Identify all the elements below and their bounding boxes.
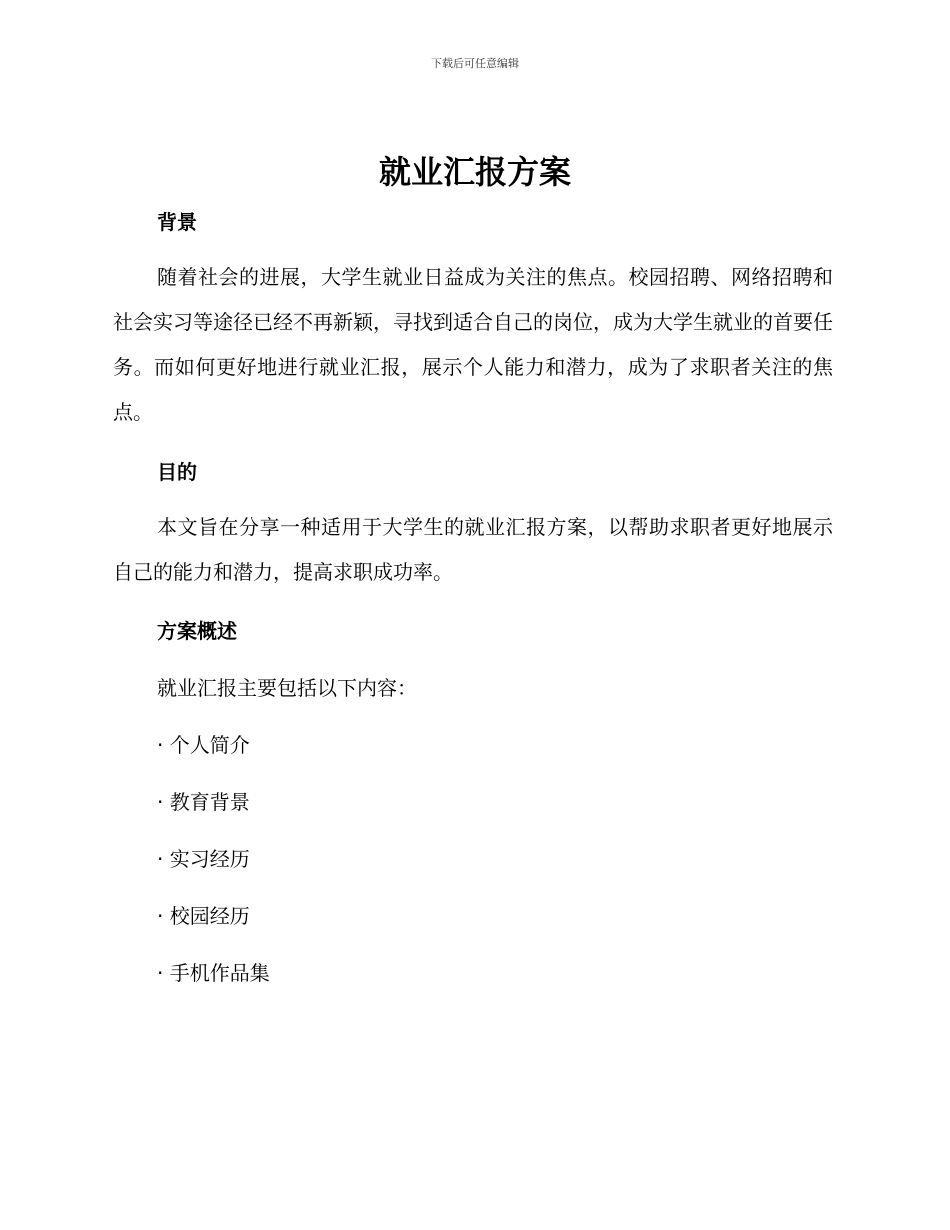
document-title: 就业汇报方案 [378,153,571,191]
list-item: · 个人简介 [157,733,250,757]
header-note: 下载后可任意编辑 [431,57,519,70]
section-heading-background: 背景 [157,210,197,234]
section-heading-purpose: 目的 [157,460,197,484]
paragraph-purpose: 本文旨在分享一种适用于大学生的就业汇报方案，以帮助求职者更好地展示自己的能力和潜力，提高求职成功率。 [113,515,833,584]
list-item: · 实习经历 [157,847,250,871]
section-heading-overview: 方案概述 [157,619,237,643]
list-item: · 校园经历 [157,904,250,928]
list-item: · 手机作品集 [157,961,270,985]
paragraph-background: 随着社会的进展，大学生就业日益成为关注的焦点。校园招聘、网络招聘和社会实习等途径已经不再新颖，寻找到适合自己的岗位，成为大学生就业的首要任务。而如何更好地进行就业汇报，展示个人能力和潜力，成为了求职者关注的焦点。 [113,265,833,424]
list-item: · 教育背景 [157,790,250,814]
content-list [157,731,270,1016]
overview-intro: 就业汇报主要包括以下内容： [157,676,417,700]
